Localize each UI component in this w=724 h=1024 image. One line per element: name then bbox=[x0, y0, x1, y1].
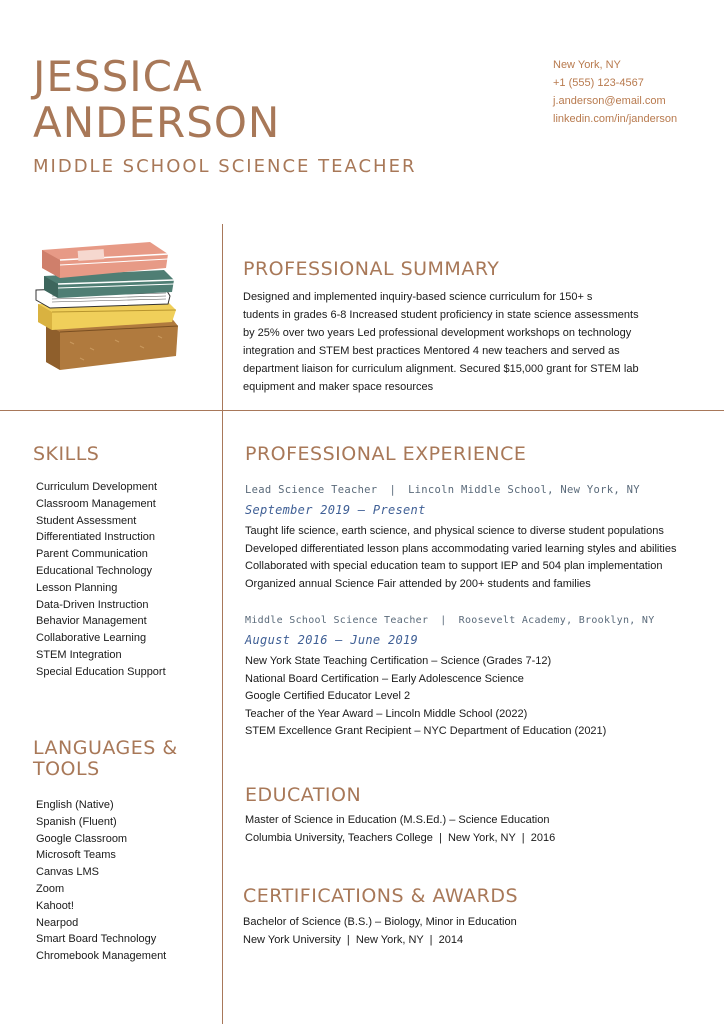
languages-tools-heading bbox=[33, 738, 178, 780]
job-org: Roosevelt Academy, Brooklyn, NY bbox=[458, 615, 655, 626]
job-bullets bbox=[245, 653, 606, 741]
job-org: Lincoln Middle School, New York, NY bbox=[408, 484, 640, 496]
job-title: MIDDLE SCHOOL SCIENCE TEACHER bbox=[33, 156, 417, 177]
skill-item: STEM Integration bbox=[36, 648, 122, 661]
job-header bbox=[245, 484, 640, 496]
first-name: JESSICA bbox=[33, 52, 203, 101]
job-role: Middle School Science Teacher bbox=[245, 615, 429, 626]
job-separator: | bbox=[389, 484, 397, 496]
skills-heading: SKILLS bbox=[33, 443, 100, 465]
job-bullet: National Board Certification – Early Adolescence Science bbox=[245, 672, 524, 685]
education-heading: EDUCATION bbox=[245, 784, 362, 806]
job-bullet: Organized annual Science Fair attended by 200+ students and families bbox=[245, 577, 591, 590]
summary-text bbox=[243, 288, 663, 396]
job-bullet: STEM Excellence Grant Recipient – NYC Department of Education (2021) bbox=[245, 725, 607, 738]
skill-item: Data-Driven Instruction bbox=[36, 598, 149, 611]
summary-heading: PROFESSIONAL SUMMARY bbox=[243, 258, 500, 280]
skills-list bbox=[36, 479, 166, 681]
summary-line: integration and STEM best practices Mentored 4 new teachers and served as bbox=[243, 345, 620, 357]
summary-line: department liaison for curriculum alignment. Secured $15,000 grant for STEM lab bbox=[243, 363, 639, 375]
tool-item: Kahoot! bbox=[36, 899, 74, 912]
languages-tools-heading-line: TOOLS bbox=[33, 758, 100, 780]
tool-item: Canvas LMS bbox=[36, 866, 99, 879]
certifications-heading: CERTIFICATIONS & AWARDS bbox=[243, 885, 519, 907]
contact-phone[interactable]: +1 (555) 123-4567 bbox=[553, 77, 644, 89]
tool-item: Nearpod bbox=[36, 916, 79, 929]
tool-item: Spanish (Fluent) bbox=[36, 815, 117, 828]
summary-line: Designed and implemented inquiry-based science curriculum for 150+ s bbox=[243, 291, 593, 303]
tool-item: Chromebook Management bbox=[36, 950, 167, 963]
contact-block bbox=[553, 56, 677, 128]
skill-item: Educational Technology bbox=[36, 564, 152, 577]
job-header bbox=[245, 615, 655, 626]
job-bullet: Google Certified Educator Level 2 bbox=[245, 690, 411, 703]
certification-line: New York University | New York, NY | 2014 bbox=[243, 933, 464, 946]
certifications-details bbox=[243, 914, 517, 949]
skill-item: Curriculum Development bbox=[36, 481, 158, 493]
skill-item: Lesson Planning bbox=[36, 581, 118, 594]
job-bullet: Teacher of the Year Award – Lincoln Middle School (2022) bbox=[245, 707, 528, 720]
contact-email[interactable]: j.anderson@email.com bbox=[553, 95, 666, 107]
experience-heading: PROFESSIONAL EXPERIENCE bbox=[245, 443, 527, 465]
job-bullet: New York State Teaching Certification – Science (Grades 7-12) bbox=[245, 655, 552, 667]
job-bullet: Taught life science, earth science, and physical science to diverse student populations bbox=[245, 525, 664, 537]
job-dates: September 2019 – Present bbox=[245, 503, 426, 517]
skill-item: Collaborative Learning bbox=[36, 632, 147, 645]
horizontal-divider bbox=[0, 410, 724, 411]
skill-item: Behavior Management bbox=[36, 615, 147, 628]
skill-item: Special Education Support bbox=[36, 665, 166, 678]
tool-item: Google Classroom bbox=[36, 832, 128, 845]
vertical-divider bbox=[222, 224, 223, 1024]
job-role: Lead Science Teacher bbox=[245, 484, 378, 496]
tool-item: Zoom bbox=[36, 882, 65, 895]
summary-line: equipment and maker space resources bbox=[243, 381, 434, 393]
contact-location: New York, NY bbox=[553, 59, 621, 71]
languages-tools-heading-line: LANGUAGES & bbox=[33, 737, 178, 759]
job-bullet: Developed differentiated lesson plans accommodating varied learning styles and abilities bbox=[245, 542, 677, 555]
education-line: Master of Science in Education (M.S.Ed.) – Science Education bbox=[245, 814, 550, 826]
skill-item: Classroom Management bbox=[36, 497, 156, 510]
certification-line: Bachelor of Science (B.S.) – Biology, Minor in Education bbox=[243, 916, 517, 928]
book-stack-illustration bbox=[30, 238, 186, 378]
job-bullet: Collaborated with special education team to support IEP and 504 plan implementation bbox=[245, 560, 663, 573]
tool-item: English (Native) bbox=[36, 799, 114, 811]
skill-item: Student Assessment bbox=[36, 514, 137, 527]
education-line: Columbia University, Teachers College | New York, NY | 2016 bbox=[245, 831, 556, 844]
job-separator: | bbox=[440, 615, 447, 626]
job-dates: August 2016 – June 2019 bbox=[245, 633, 419, 647]
education-details bbox=[245, 812, 555, 847]
languages-tools-list bbox=[36, 797, 166, 965]
candidate-name bbox=[33, 54, 280, 146]
skill-item: Differentiated Instruction bbox=[36, 531, 156, 544]
last-name: ANDERSON bbox=[33, 98, 281, 147]
summary-line: tudents in grades 6-8 Increased student proficiency in state science assessments bbox=[243, 309, 639, 321]
job-bullets bbox=[245, 523, 677, 593]
skill-item: Parent Communication bbox=[36, 548, 148, 561]
summary-line: by 25% over two years Led professional development workshops on technology bbox=[243, 327, 632, 339]
contact-linkedin[interactable]: linkedin.com/in/janderson bbox=[553, 113, 678, 125]
tool-item: Microsoft Teams bbox=[36, 849, 116, 862]
tool-item: Smart Board Technology bbox=[36, 933, 157, 946]
